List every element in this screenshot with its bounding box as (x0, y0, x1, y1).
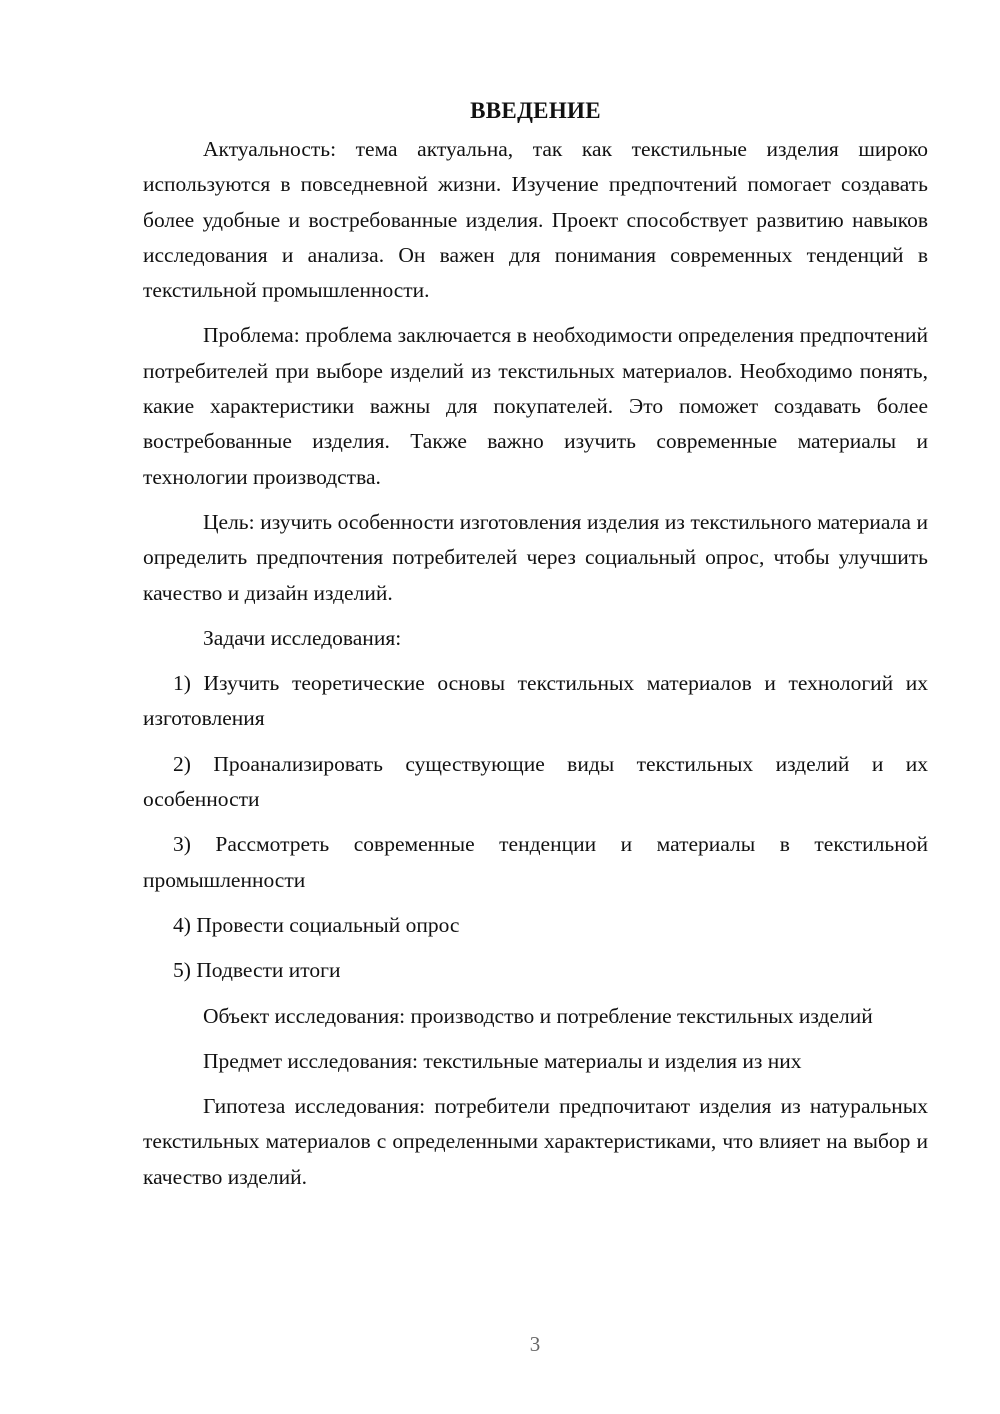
section-title: ВВЕДЕНИЕ (470, 98, 601, 123)
relevance-paragraph: Актуальность: тема актуальна, так как текстильные изделия широко используются в повседневной жизни. Изучение предпочтений помогает создавать более удобные и востребованные изделия. Проект способствует развитию навыков исследования и анализа. Он важен для понимания современных тенденций в текстильной промышленности. (143, 137, 928, 303)
task-item: 2) Проанализировать существующие виды текстильных изделий и их особенности (143, 751, 928, 812)
task-item: 5) Подвести итоги (173, 958, 341, 983)
task-item: 4) Провести социальный опрос (173, 912, 460, 937)
tasks-heading: Задачи исследования: (203, 625, 402, 650)
subject-paragraph: Предмет исследования: текстильные материалы и изделия из них (203, 1048, 802, 1073)
task-item: 1) Изучить теоретические основы текстильных материалов и технологий их изготовления (143, 671, 928, 731)
hypothesis-paragraph: Гипотеза исследования: потребители предпочитают изделия из натуральных текстильных материалов с определенными характеристиками, что влияет на выбор и качество изделий. (143, 1094, 928, 1189)
goal-paragraph: Цель: изучить особенности изготовления изделия из текстильного материала и определить предпочтения потребителей через социальный опрос, чтобы улучшить качество и дизайн изделий. (143, 509, 928, 605)
task-item: 3) Рассмотреть современные тенденции и материалы в текстильной промышленности (143, 832, 928, 892)
document-page (143, 95, 928, 1205)
page-number: 3 (529, 1332, 541, 1356)
object-paragraph: Объект исследования: производство и потребление текстильных изделий (203, 1003, 873, 1028)
tasks-list (143, 666, 928, 988)
problem-paragraph: Проблема: проблема заключается в необходимости определения предпочтений потребителей при выборе изделий из текстильных материалов. Необходимо понять, какие характеристики важны для покупателей. Это поможет создавать более востребованные изделия. Также важно изучить современные материалы и технологии производства. (143, 323, 928, 489)
